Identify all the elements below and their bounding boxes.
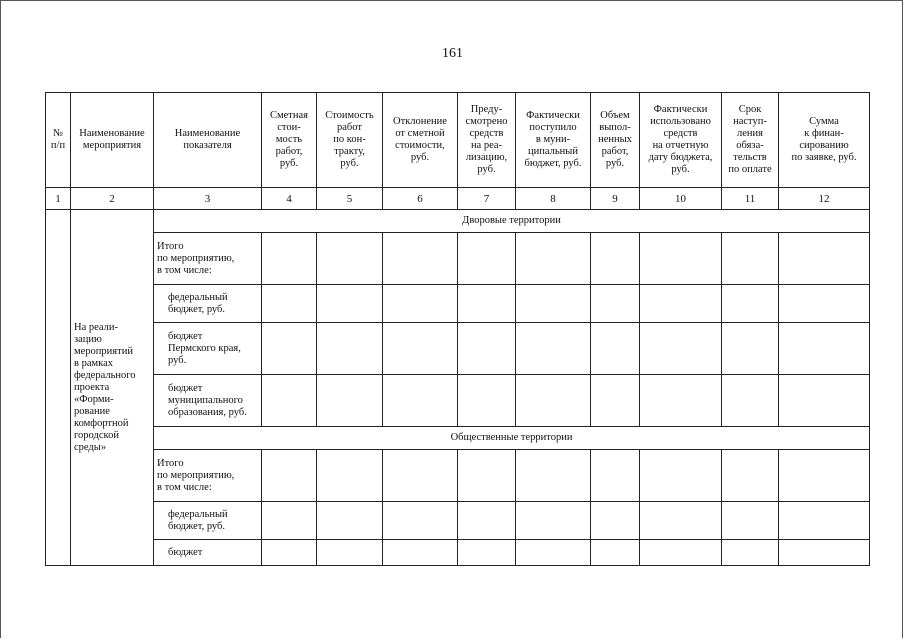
column-number-11: 11 [722, 188, 779, 210]
value-cell[interactable] [640, 233, 722, 285]
value-cell[interactable] [383, 375, 458, 427]
value-cell[interactable] [317, 450, 383, 502]
section-title: Дворовые территории [154, 210, 870, 233]
value-cell[interactable] [779, 540, 870, 566]
column-number-2: 2 [71, 188, 154, 210]
value-cell[interactable] [516, 233, 591, 285]
value-cell[interactable] [262, 450, 317, 502]
table-row [46, 233, 870, 285]
column-header-11: Срок наступ- ления обяза- тельств по оплате [722, 93, 779, 188]
value-cell[interactable] [779, 285, 870, 323]
value-cell[interactable] [458, 323, 516, 375]
value-cell[interactable] [516, 540, 591, 566]
value-cell[interactable] [458, 375, 516, 427]
column-header-9: Объем выпол- ненных работ, руб. [591, 93, 640, 188]
value-cell[interactable] [779, 323, 870, 375]
value-cell[interactable] [383, 285, 458, 323]
value-cell[interactable] [640, 450, 722, 502]
indicator-cell: Итого по мероприятию, в том числе: [154, 233, 262, 285]
indicator-cell: бюджет Пермского края, руб. [154, 323, 262, 375]
value-cell[interactable] [317, 233, 383, 285]
table-row [46, 450, 870, 502]
value-cell[interactable] [383, 233, 458, 285]
column-number-8: 8 [516, 188, 591, 210]
value-cell[interactable] [383, 502, 458, 540]
value-cell[interactable] [458, 540, 516, 566]
column-number-12: 12 [779, 188, 870, 210]
value-cell[interactable] [591, 323, 640, 375]
report-table [45, 92, 870, 566]
column-header-5: Стоимость работ по кон- тракту, руб. [317, 93, 383, 188]
value-cell[interactable] [591, 540, 640, 566]
column-number-row [46, 188, 870, 210]
table-row [46, 323, 870, 375]
value-cell[interactable] [779, 375, 870, 427]
indicator-cell: бюджет муниципального образования, руб. [154, 375, 262, 427]
column-header-4: Сметная стои- мость работ, руб. [262, 93, 317, 188]
value-cell[interactable] [383, 540, 458, 566]
value-cell[interactable] [591, 375, 640, 427]
value-cell[interactable] [640, 540, 722, 566]
value-cell[interactable] [591, 285, 640, 323]
column-header-12: Сумма к финан- сированию по заявке, руб. [779, 93, 870, 188]
value-cell[interactable] [779, 502, 870, 540]
value-cell[interactable] [779, 233, 870, 285]
indicator-cell: федеральный бюджет, руб. [154, 502, 262, 540]
value-cell[interactable] [591, 502, 640, 540]
table-row [46, 502, 870, 540]
value-cell[interactable] [722, 233, 779, 285]
page-number: 161 [442, 46, 463, 61]
table-row [46, 540, 870, 566]
value-cell[interactable] [317, 502, 383, 540]
column-number-7: 7 [458, 188, 516, 210]
value-cell[interactable] [722, 323, 779, 375]
value-cell[interactable] [262, 233, 317, 285]
table-row [46, 285, 870, 323]
value-cell[interactable] [317, 285, 383, 323]
value-cell[interactable] [262, 375, 317, 427]
value-cell[interactable] [591, 233, 640, 285]
value-cell[interactable] [640, 502, 722, 540]
value-cell[interactable] [516, 502, 591, 540]
column-number-5: 5 [317, 188, 383, 210]
value-cell[interactable] [458, 450, 516, 502]
column-header-7: Преду- смотрено средств на реа- лизацию, руб. [458, 93, 516, 188]
value-cell[interactable] [383, 323, 458, 375]
column-header-8: Фактически поступило в муни- ципальный бюджет, руб. [516, 93, 591, 188]
value-cell[interactable] [317, 323, 383, 375]
indicator-cell: Итого по мероприятию, в том числе: [154, 450, 262, 502]
value-cell[interactable] [640, 323, 722, 375]
value-cell[interactable] [722, 285, 779, 323]
indicator-cell: федеральный бюджет, руб. [154, 285, 262, 323]
column-number-4: 4 [262, 188, 317, 210]
value-cell[interactable] [458, 502, 516, 540]
column-header-6: Отклонение от сметной стоимости, руб. [383, 93, 458, 188]
value-cell[interactable] [516, 375, 591, 427]
column-number-3: 3 [154, 188, 262, 210]
table-row [46, 375, 870, 427]
row-number-cell [46, 210, 71, 566]
value-cell[interactable] [640, 285, 722, 323]
column-number-10: 10 [640, 188, 722, 210]
section-title: Общественные территории [154, 427, 870, 450]
column-number-1: 1 [46, 188, 71, 210]
header-row [46, 93, 870, 188]
value-cell[interactable] [516, 450, 591, 502]
value-cell[interactable] [591, 450, 640, 502]
value-cell[interactable] [779, 450, 870, 502]
value-cell[interactable] [262, 285, 317, 323]
value-cell[interactable] [317, 375, 383, 427]
column-header-2: Наименование мероприятия [71, 93, 154, 188]
value-cell[interactable] [262, 540, 317, 566]
value-cell[interactable] [722, 502, 779, 540]
value-cell[interactable] [262, 323, 317, 375]
value-cell[interactable] [722, 450, 779, 502]
column-header-1: № п/п [46, 93, 71, 188]
value-cell[interactable] [383, 450, 458, 502]
column-number-9: 9 [591, 188, 640, 210]
value-cell[interactable] [458, 285, 516, 323]
value-cell[interactable] [516, 323, 591, 375]
value-cell[interactable] [640, 375, 722, 427]
value-cell[interactable] [262, 502, 317, 540]
indicator-cell: бюджет [154, 540, 262, 566]
value-cell[interactable] [317, 540, 383, 566]
value-cell[interactable] [458, 233, 516, 285]
section-row [46, 210, 870, 233]
value-cell[interactable] [516, 285, 591, 323]
column-number-6: 6 [383, 188, 458, 210]
column-header-3: Наименование показателя [154, 93, 262, 188]
section-row [46, 427, 870, 450]
value-cell[interactable] [722, 540, 779, 566]
column-header-10: Фактически использовано средств на отчетную дату бюджета, руб. [640, 93, 722, 188]
value-cell[interactable] [722, 375, 779, 427]
event-name-cell: На реали- зацию мероприятий в рамках федерального проекта «Форми- рование комфортной городской среды» [71, 210, 154, 566]
